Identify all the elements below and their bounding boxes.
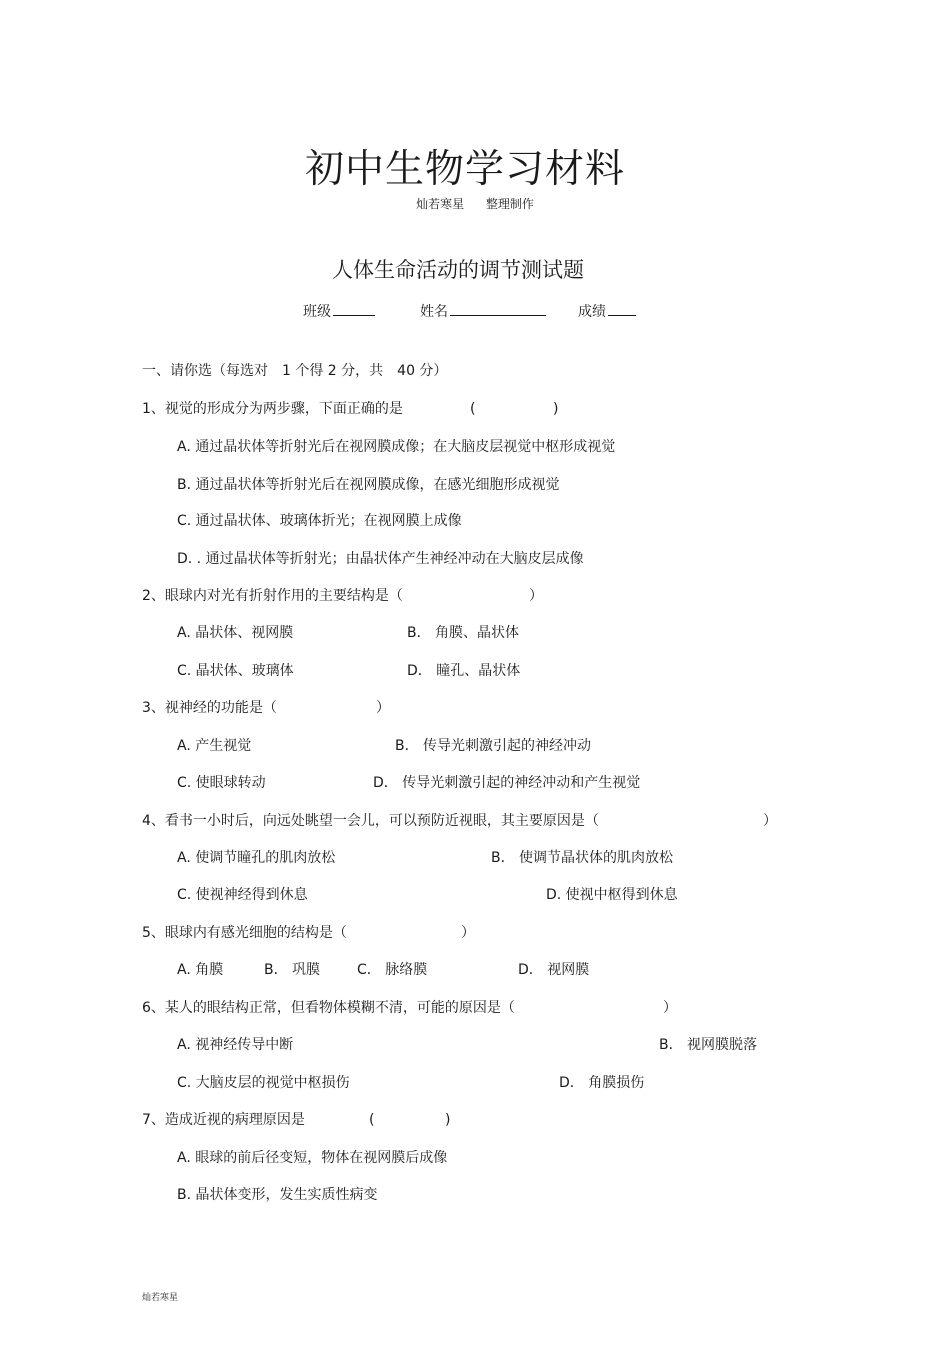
option: B. 晶状体变形，发生实质性病变 bbox=[177, 1187, 378, 1203]
class-field bbox=[303, 300, 375, 321]
document-title: 初中生物学习材料 bbox=[304, 147, 625, 192]
option: B． 角膜、晶状体 bbox=[407, 625, 520, 641]
question-stem: 4、看书一小时后，向远处眺望一会儿，可以预防近视眼，其主要原因是（ bbox=[142, 813, 599, 829]
score-field bbox=[578, 300, 636, 321]
option: D. 使视中枢得到休息 bbox=[546, 887, 678, 903]
option: B． 传导光刺激引起的神经冲动 bbox=[395, 738, 592, 754]
name-field bbox=[420, 300, 546, 321]
author-name: 灿若寒星 bbox=[416, 197, 465, 211]
page-footer: 灿若寒星 bbox=[142, 1293, 179, 1303]
option: C. 大脑皮层的视觉中枢损伤 bbox=[177, 1075, 350, 1091]
question-stem: 5、眼球内有感光细胞的结构是（ bbox=[142, 925, 347, 941]
document-subtitle bbox=[0, 195, 950, 212]
option: A. 晶状体、视网膜 bbox=[177, 625, 294, 641]
answer-paren-close: ） bbox=[376, 700, 390, 716]
answer-paren-close: ） bbox=[763, 813, 777, 829]
class-label: 班级 bbox=[303, 304, 331, 320]
exam-title: 人体生命活动的调节测试题 bbox=[332, 258, 584, 282]
question-stem: 1、视觉的形成分为两步骤，下面正确的是 bbox=[142, 401, 403, 417]
option: C. 使视神经得到休息 bbox=[177, 887, 308, 903]
question-stem: 7、造成近视的病理原因是 bbox=[142, 1112, 305, 1128]
option: A. 视神经传导中断 bbox=[177, 1037, 294, 1053]
option: A. 使调节瞳孔的肌肉放松 bbox=[177, 850, 336, 866]
option: B． 使调节晶状体的肌肉放松 bbox=[491, 850, 674, 866]
answer-paren-close: ） bbox=[529, 588, 543, 604]
option: A. 角膜 bbox=[177, 962, 224, 978]
option: B. 通过晶状体等折射光后在视网膜成像，在感光细胞形成视觉 bbox=[177, 477, 560, 493]
option: C. 通过晶状体、玻璃体折光；在视网膜上成像 bbox=[177, 513, 462, 529]
name-label: 姓名 bbox=[420, 304, 448, 320]
option: C． 脉络膜 bbox=[357, 962, 428, 978]
question-stem: 3、视神经的功能是（ bbox=[142, 700, 277, 716]
option: B． 视网膜脱落 bbox=[659, 1037, 758, 1053]
option: D. . 通过晶状体等折射光；由晶状体产生神经冲动在大脑皮层成像 bbox=[177, 551, 584, 567]
option: D． 视网膜 bbox=[518, 962, 590, 978]
class-blank bbox=[333, 300, 375, 316]
option: D． 传导光刺激引起的神经冲动和产生视觉 bbox=[373, 775, 641, 791]
score-label: 成绩 bbox=[578, 304, 606, 320]
answer-paren-close: ) bbox=[553, 401, 559, 417]
section-heading: 一、请你选（每选对 1 个得 2 分，共 40 分） bbox=[142, 363, 448, 379]
question-stem: 2、眼球内对光有折射作用的主要结构是（ bbox=[142, 588, 403, 604]
answer-paren-close: ） bbox=[663, 1000, 677, 1016]
option: D． 瞳孔、晶状体 bbox=[407, 663, 521, 679]
question-stem: 6、某人的眼结构正常，但看物体模糊不清，可能的原因是（ bbox=[142, 1000, 515, 1016]
answer-paren-open: ( bbox=[470, 401, 476, 417]
option: A. 通过晶状体等折射光后在视网膜成像；在大脑皮层视觉中枢形成视觉 bbox=[177, 439, 616, 455]
made-by-label: 整理制作 bbox=[485, 197, 534, 211]
option: C. 使眼球转动 bbox=[177, 775, 266, 791]
option: A. 产生视觉 bbox=[177, 738, 252, 754]
answer-paren-open: ( bbox=[369, 1112, 375, 1128]
answer-paren-close: ） bbox=[461, 925, 475, 941]
option: A. 眼球的前后径变短，物体在视网膜后成像 bbox=[177, 1150, 448, 1166]
answer-paren-close: ) bbox=[445, 1112, 451, 1128]
option: D． 角膜损伤 bbox=[559, 1075, 645, 1091]
name-blank bbox=[450, 300, 546, 316]
score-blank bbox=[608, 300, 636, 316]
option: C. 晶状体、玻璃体 bbox=[177, 663, 294, 679]
option: B． 巩膜 bbox=[264, 962, 321, 978]
